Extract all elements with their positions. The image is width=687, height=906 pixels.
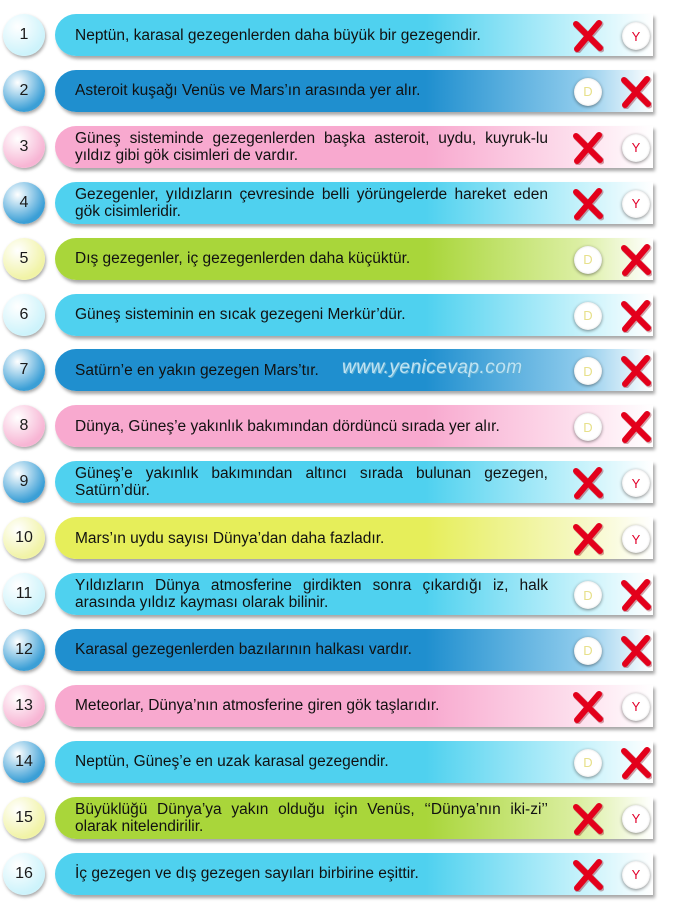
option-y-circle: Y: [622, 861, 650, 889]
answer-option-y[interactable]: [621, 356, 651, 386]
question-bar: [55, 685, 653, 727]
answer-option-d[interactable]: [573, 636, 603, 666]
question-bar: [55, 182, 653, 224]
question-number-badge: 1: [3, 14, 45, 56]
question-row-4: [0, 179, 687, 227]
question-row-5: [0, 235, 687, 283]
question-number-badge: 14: [3, 741, 45, 783]
option-d-circle: D: [574, 749, 602, 777]
question-row-2: [0, 67, 687, 115]
cross-mark-icon: [620, 299, 652, 333]
question-row-12: [0, 626, 687, 674]
answer-option-y[interactable]: [621, 412, 651, 442]
answer-option-y[interactable]: [621, 580, 651, 610]
cross-mark-icon: [620, 243, 652, 277]
cross-mark-icon: [572, 690, 604, 724]
question-bar: [55, 70, 653, 112]
answer-option-d[interactable]: [573, 133, 603, 163]
option-d-circle: D: [574, 413, 602, 441]
answer-option-y[interactable]: [621, 189, 651, 219]
question-text: Neptün, Güneş’e en uzak karasal gezegendir.: [75, 753, 389, 771]
option-y-circle: Y: [622, 469, 650, 497]
option-d-circle: D: [574, 78, 602, 106]
question-number-badge: 12: [3, 629, 45, 671]
option-d-circle: D: [574, 637, 602, 665]
question-row-10: [0, 514, 687, 562]
option-d-circle: D: [574, 302, 602, 330]
answer-option-d[interactable]: [573, 77, 603, 107]
answer-option-y[interactable]: [621, 133, 651, 163]
question-text: Dünya, Güneş’e yakınlık bakımından dördüncü sırada yer alır.: [75, 417, 500, 435]
question-row-3: [0, 123, 687, 171]
answer-option-y[interactable]: [621, 804, 651, 834]
answer-option-d[interactable]: [573, 468, 603, 498]
answer-option-y[interactable]: [621, 468, 651, 498]
question-row-1: [0, 11, 687, 59]
answer-option-y[interactable]: [621, 21, 651, 51]
question-bar: [55, 517, 653, 559]
cross-mark-icon: [620, 634, 652, 668]
answer-option-d[interactable]: [573, 189, 603, 219]
question-bar: [55, 461, 653, 503]
answer-option-d[interactable]: [573, 301, 603, 331]
question-text: Yıldızların Dünya atmosferine girdikten sonra çıkardığı iz, halk arasında yıldız kayması olarak bilinir.: [75, 577, 548, 611]
answer-option-d[interactable]: [573, 748, 603, 778]
cross-mark-icon: [620, 746, 652, 780]
cross-mark-icon: [572, 19, 604, 53]
question-number-badge: 8: [3, 405, 45, 447]
question-row-15: [0, 794, 687, 842]
question-bar: [55, 629, 653, 671]
question-text: Güneş sisteminde gezegenlerden başka asteroit, uydu, kuyruk-lu yıldız gibi gök cisimleri de vardır.: [75, 129, 548, 164]
question-row-16: [0, 850, 687, 898]
question-text: Neptün, karasal gezegenlerden daha büyük bir gezegendir.: [75, 26, 481, 44]
answer-option-d[interactable]: [573, 524, 603, 554]
cross-mark-icon: [620, 75, 652, 109]
question-text: Satürn’e en yakın gezegen Mars’tır.: [75, 361, 319, 379]
question-number-badge: 5: [3, 238, 45, 280]
question-number-badge: 10: [3, 517, 45, 559]
option-y-circle: Y: [622, 693, 650, 721]
option-y-circle: Y: [622, 525, 650, 553]
cross-mark-icon: [572, 522, 604, 556]
option-y-circle: Y: [622, 190, 650, 218]
question-row-8: [0, 402, 687, 450]
question-number-badge: 11: [3, 573, 45, 615]
question-bar: [55, 14, 653, 56]
answer-option-y[interactable]: [621, 77, 651, 107]
answer-option-y[interactable]: [621, 692, 651, 722]
question-number-badge: 9: [3, 461, 45, 503]
question-row-11: [0, 570, 687, 618]
answer-option-d[interactable]: [573, 692, 603, 722]
answer-option-d[interactable]: [573, 356, 603, 386]
answer-option-y[interactable]: [621, 748, 651, 778]
question-row-9: [0, 458, 687, 506]
question-row-6: [0, 291, 687, 339]
question-bar: [55, 797, 653, 839]
option-d-circle: D: [574, 357, 602, 385]
question-bar: [55, 741, 653, 783]
answer-option-y[interactable]: [621, 636, 651, 666]
cross-mark-icon: [620, 410, 652, 444]
question-number-badge: 3: [3, 126, 45, 168]
question-text: Karasal gezegenlerden bazılarının halkası vardır.: [75, 641, 412, 659]
question-bar: [55, 573, 653, 615]
question-text: Büyüklüğü Dünya’ya yakın olduğu için Venüs, ‘‘Dünya’nın iki-zi’’ olarak nitelendirilir.: [75, 800, 548, 835]
question-text: Dış gezegenler, iç gezegenlerden daha küçüktür.: [75, 250, 411, 268]
watermark-text: www.yenicevap.com: [342, 357, 523, 378]
question-bar: [55, 294, 653, 336]
question-bar: [55, 126, 653, 168]
option-y-circle: Y: [622, 134, 650, 162]
question-row-14: [0, 738, 687, 786]
cross-mark-icon: [572, 131, 604, 165]
question-text: İç gezegen ve dış gezegen sayıları birbirine eşittir.: [75, 865, 419, 882]
option-y-circle: Y: [622, 805, 650, 833]
question-number-badge: 4: [3, 182, 45, 224]
answer-option-y[interactable]: [621, 524, 651, 554]
question-number-badge: 15: [3, 797, 45, 839]
question-row-13: [0, 682, 687, 730]
question-text: Asteroit kuşağı Venüs ve Mars’ın arasında yer alır.: [75, 82, 421, 100]
cross-mark-icon: [572, 187, 604, 221]
question-text: Gezegenler, yıldızların çevresinde belli yörüngelerde hareket eden gök cisimleridir.: [75, 185, 548, 220]
question-number-badge: 16: [3, 853, 45, 895]
question-number-badge: 6: [3, 294, 45, 336]
question-text: Güneş’e yakınlık bakımından altıncı sırada bulunan gezegen, Satürn’dür.: [75, 465, 548, 500]
option-d-circle: D: [574, 246, 602, 274]
answer-option-d[interactable]: [573, 21, 603, 51]
cross-mark-icon: [572, 802, 604, 836]
answer-option-d[interactable]: [573, 580, 603, 610]
answer-option-y[interactable]: [621, 245, 651, 275]
question-number-badge: 2: [3, 70, 45, 112]
cross-mark-icon: [572, 466, 604, 500]
question-bar: [55, 238, 653, 280]
cross-mark-icon: [620, 578, 652, 612]
question-text: Güneş sisteminin en sıcak gezegeni Merkür’dür.: [75, 306, 406, 323]
answer-option-y[interactable]: [621, 860, 651, 890]
question-number-badge: 13: [3, 685, 45, 727]
cross-mark-icon: [572, 858, 604, 892]
answer-option-y[interactable]: [621, 301, 651, 331]
cross-mark-icon: [620, 354, 652, 388]
answer-option-d[interactable]: [573, 412, 603, 442]
question-bar: [55, 405, 653, 447]
answer-option-d[interactable]: [573, 245, 603, 275]
question-text: Mars’ın uydu sayısı Dünya’dan daha fazladır.: [75, 529, 385, 547]
question-number-badge: 7: [3, 349, 45, 391]
question-text: Meteorlar, Dünya’nın atmosferine giren gök taşlarıdır.: [75, 697, 440, 715]
answer-option-d[interactable]: [573, 804, 603, 834]
question-bar: [55, 853, 653, 895]
option-y-circle: Y: [622, 22, 650, 50]
answer-option-d[interactable]: [573, 860, 603, 890]
option-d-circle: D: [574, 581, 602, 609]
